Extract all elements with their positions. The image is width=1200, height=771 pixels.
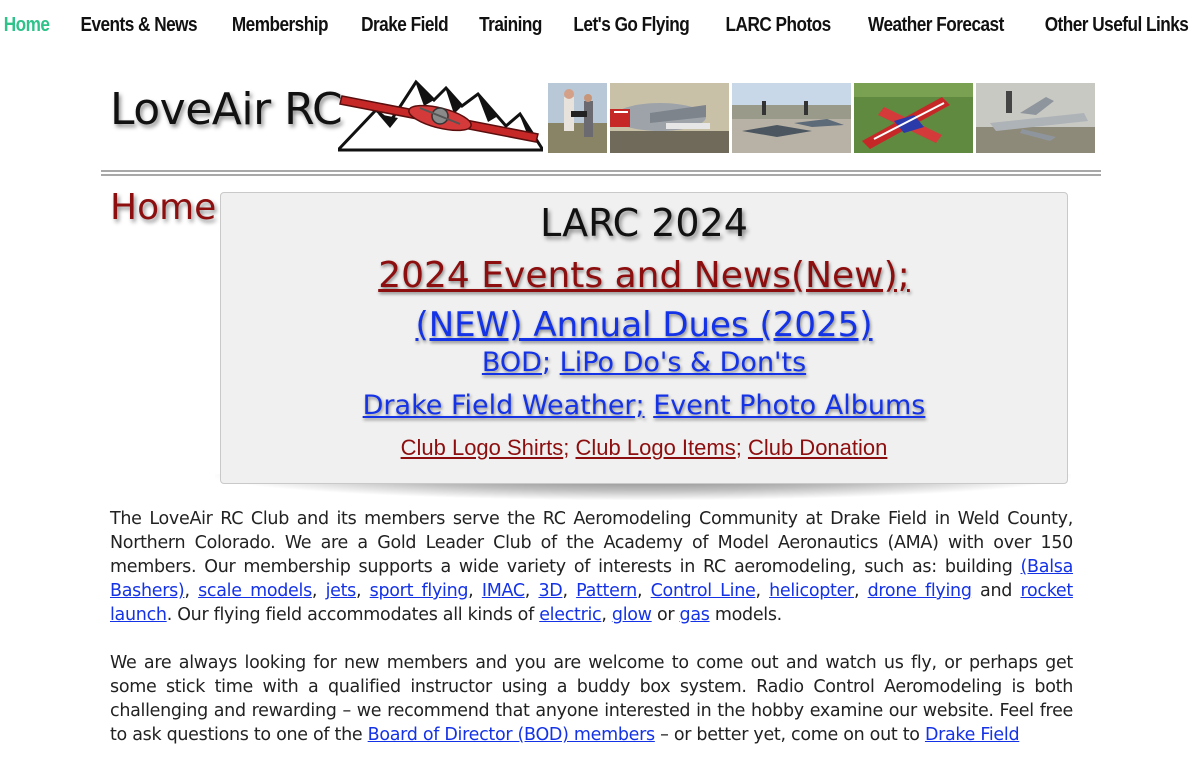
nav-item-events-news[interactable]: Events & News <box>80 13 197 36</box>
logo-shirts-link[interactable]: Club Logo Shirts <box>400 435 564 460</box>
nav-item-weather-forecast[interactable]: Weather Forecast <box>868 13 1005 36</box>
nav-item-drake-field[interactable]: Drake Field <box>361 13 449 36</box>
pattern-link[interactable]: Pattern <box>576 581 637 601</box>
lipo-link[interactable]: LiPo Do's & Don'ts <box>559 347 807 378</box>
text: , <box>468 581 482 601</box>
events-row <box>221 255 1067 296</box>
drake-weather-link[interactable]: Drake Field Weather; <box>362 390 645 421</box>
bod-members-link[interactable]: Board of Director (BOD) members <box>367 725 655 745</box>
header-divider <box>101 170 1101 176</box>
electric-link[interactable]: electric <box>539 605 602 625</box>
photo-strip <box>548 83 1095 153</box>
text: or <box>651 605 680 625</box>
imac-link[interactable]: IMAC <box>481 581 525 601</box>
jets-link[interactable]: jets <box>325 581 356 601</box>
page-title: Home <box>110 187 217 228</box>
site-title[interactable]: LoveAir RC <box>110 84 343 135</box>
text: , <box>184 581 199 601</box>
nav-item-larc-photos[interactable]: LARC Photos <box>725 13 831 36</box>
helicopter-link[interactable]: helicopter <box>769 581 854 601</box>
logo-items-link[interactable]: Club Logo Items <box>575 435 736 460</box>
pilots-photo <box>548 83 607 153</box>
intro-paragraph-2 <box>110 651 1073 747</box>
text: and <box>971 581 1021 601</box>
text: , <box>636 581 651 601</box>
glow-link[interactable]: glow <box>611 605 652 625</box>
balsa-bashers-link[interactable]: (Balsa Bashers) <box>110 557 1073 601</box>
text: , <box>562 581 577 601</box>
jet-model-photo <box>976 83 1095 153</box>
text: , <box>601 605 612 625</box>
text: , <box>755 581 770 601</box>
scale-models-link[interactable]: scale models <box>198 581 312 601</box>
text: The LoveAir RC Club and its members serve the RC Aeromodeling Community at Drake Field in Weld County, Northern Colorado. We are a Gold Leader Club of the Academy of Model Aeronautics (AMA) with over 150 members. Our membership supports a wide variety of interests in RC aeromodeling, such as: building <box>110 509 1073 577</box>
control-line-link[interactable]: Control Line <box>650 581 756 601</box>
nav-item-training[interactable]: Training <box>478 13 542 36</box>
dues-row <box>221 305 1067 345</box>
donation-link[interactable]: Club Donation <box>747 435 888 460</box>
bod-row <box>221 347 1067 378</box>
separator: ; <box>735 435 742 460</box>
text: , <box>853 581 868 601</box>
weather-row <box>221 390 1067 421</box>
separator: ; <box>541 347 552 378</box>
separator: ; <box>563 435 570 460</box>
3d-link[interactable]: 3D <box>538 581 563 601</box>
nav-item-other-useful-links[interactable]: Other Useful Links <box>1044 13 1189 36</box>
nav-item-membership[interactable]: Membership <box>232 13 329 36</box>
airplane-over-mountains-icon[interactable] <box>338 70 543 154</box>
club-items-row <box>221 435 1067 461</box>
field-lineup-photo <box>732 83 851 153</box>
gas-link[interactable]: gas <box>679 605 710 625</box>
text: models. <box>709 605 782 625</box>
main-nav <box>0 0 1200 50</box>
events-news-link[interactable]: 2024 Events and News(New); <box>378 255 910 296</box>
rocket-launch-link[interactable]: rocket launch <box>110 581 1073 625</box>
red-aerobatic-plane-photo <box>854 83 973 153</box>
text: , <box>524 581 539 601</box>
text: We are always looking for new members and you are welcome to come out and watch us fly, or perhaps get some stick time with a qualified instructor using a buddy box system. Radio Control Aeromodeling is both challenging and rewarding – we recommend that anyone interested in the hobby examine our website. Feel free to ask questions to one of the <box>110 653 1073 745</box>
bod-link[interactable]: BOD <box>481 347 542 378</box>
quick-links-panel <box>220 192 1068 484</box>
panel-title: LARC 2024 <box>540 201 748 245</box>
warbird-p51-photo <box>610 83 729 153</box>
text: – or better yet, come on out to <box>654 725 925 745</box>
drake-field-link[interactable]: Drake Field <box>924 725 1020 745</box>
text: , <box>355 581 370 601</box>
drone-flying-link[interactable]: drone flying <box>867 581 972 601</box>
annual-dues-link[interactable]: (NEW) Annual Dues (2025) <box>415 305 873 345</box>
intro-text <box>110 507 1073 771</box>
nav-item-home[interactable]: Home <box>3 13 50 36</box>
text: . Our flying field accommodates all kinds of <box>166 605 540 625</box>
intro-paragraph-1 <box>110 507 1073 627</box>
sport-flying-link[interactable]: sport flying <box>369 581 469 601</box>
text: , <box>311 581 326 601</box>
nav-item-lets-go-flying[interactable]: Let's Go Flying <box>573 13 690 36</box>
photo-albums-link[interactable]: Event Photo Albums <box>653 390 926 421</box>
